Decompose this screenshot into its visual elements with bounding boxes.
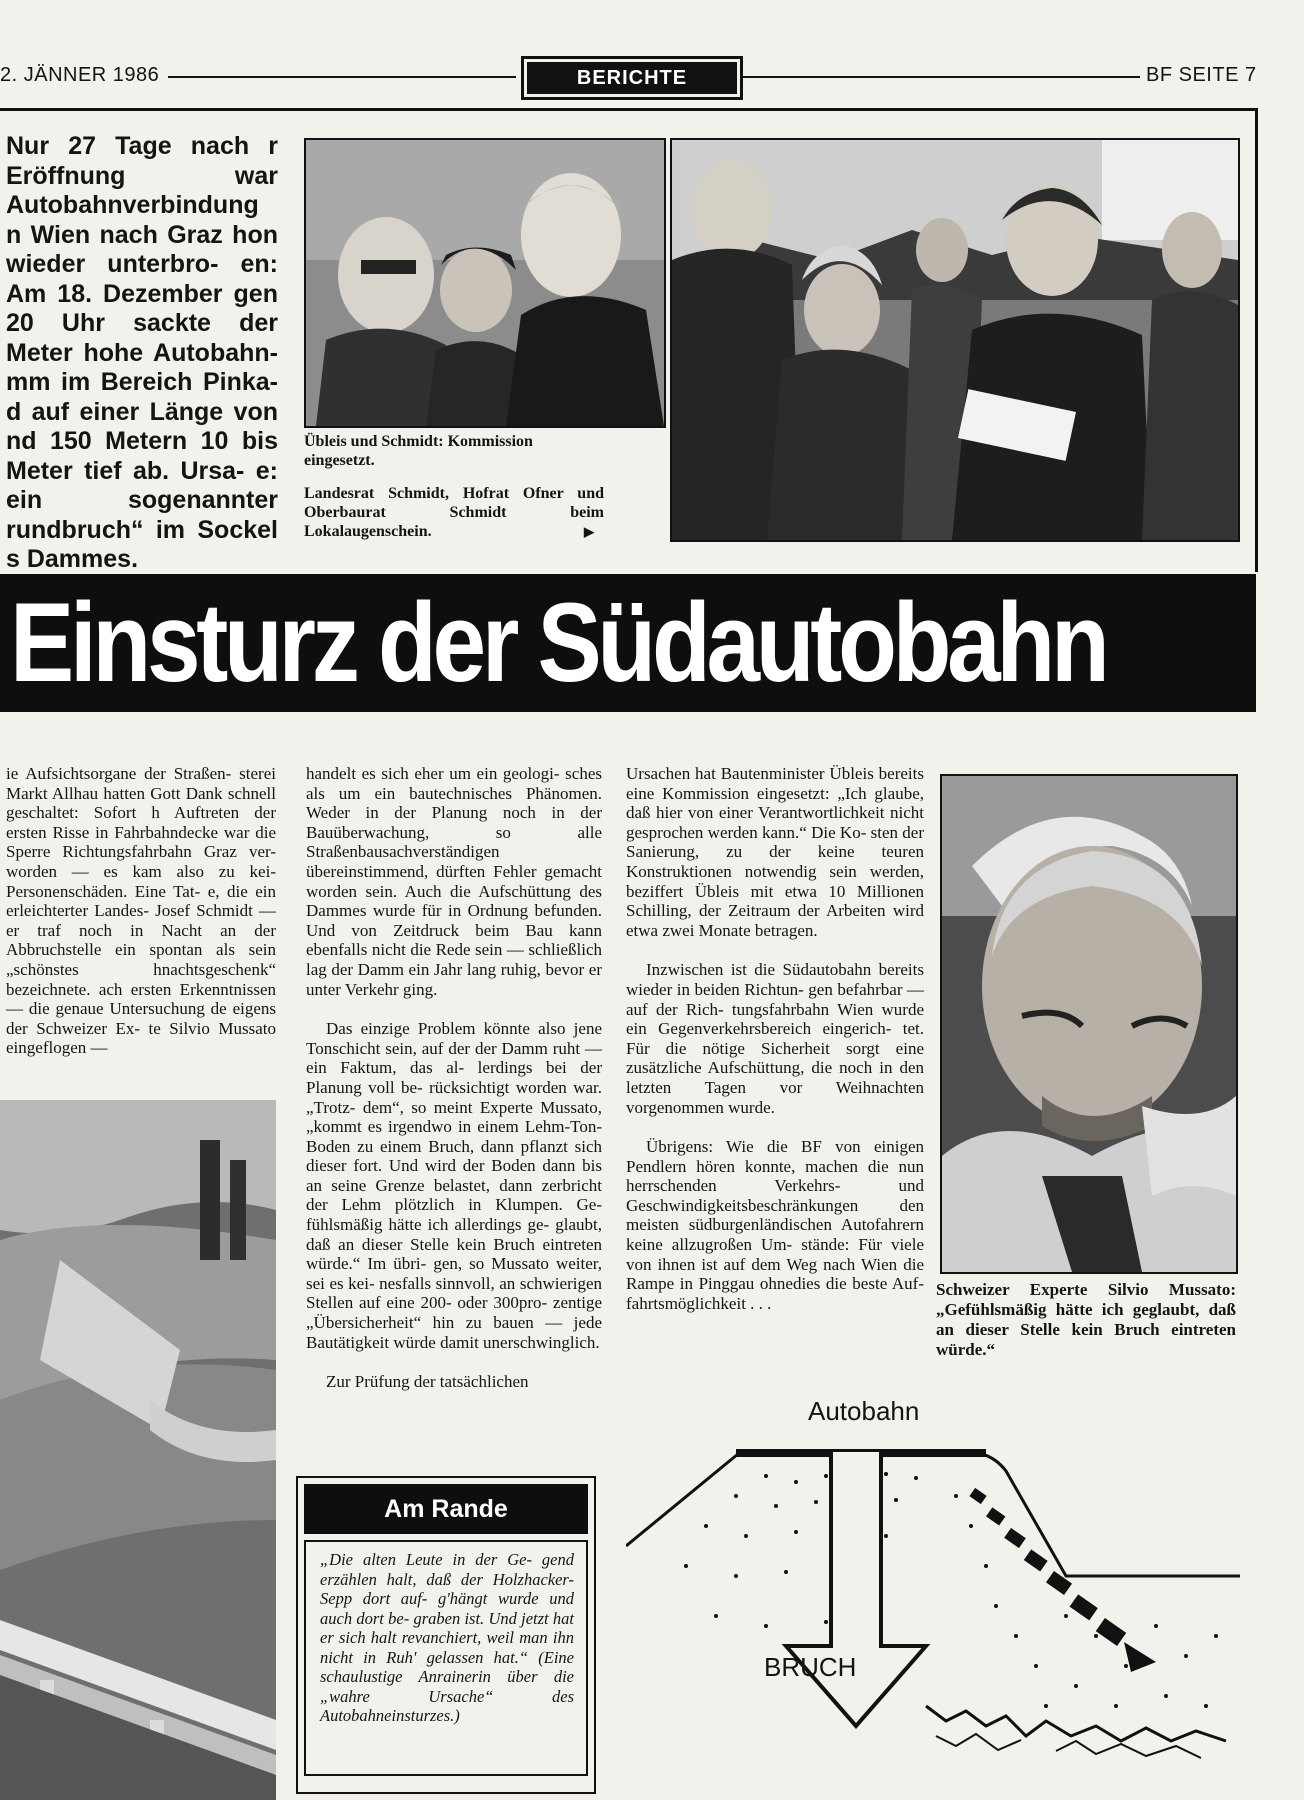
photo-1-image: [306, 140, 664, 426]
section-label: BERICHTE: [576, 67, 688, 89]
am-rande-box: [296, 1476, 596, 1794]
section-tag: [521, 56, 743, 100]
headline-bar: [0, 574, 1256, 712]
photo-uebleis-schmidt: [304, 138, 666, 428]
col3-paragraph-3: Übrigens: Wie die BF von einigen Pendlern hören konnte, machen die nun herrschenden Verkehrs- und Geschwindigkeitsbeschränkungen den meisten südburgenländischen Autofahrern keine allzugroßen Um- stände: Für viele von ihnen ist auf dem Weg nach Wien die Rampe in Pinggau ohnedies die beste Auf- fahrtsmöglichkeit . . .: [626, 1137, 924, 1313]
photo-lokalaugenschein: [670, 138, 1240, 542]
col1-paragraph-1: ie Aufsichtsorgane der Straßen- sterei Markt Allhau hatten Gott Dank schnell geschaltet: Sofort h Auftreten der ersten Risse in Fahrbahndecke war die Sperre Richtungsfahrbahn Graz ver- worden — es kam also zu kei- Personenschäden. Eine Tat- e, die ein erleichterter Landes- Josef Schmidt — er traf noch in Nacht an der Abbruchstelle ein spontan als sein „schönstes hnachtsgeschenk“ bezeichnete. ach ersten Erkenntnissen — die genaue Untersuchung de eigens der Schweizer Ex- te Silvio Mussato eingeflogen —: [6, 764, 276, 1058]
header-rule-right: [742, 76, 1140, 78]
col2-paragraph-1: handelt es sich eher um ein geologi- sches als um ein bautechnisches Phänomen. Weder in der Planung noch in der Bauüberwachung, so alle Straßenbausachverständigen übereinstimmend, dürften Fehler gemacht worden sein. Auch die Aufschüttung des Dammes wurde für in Ordnung befunden. Und von Zeitdruck beim Bau kann ebenfalls nicht die Rede sein — schließlich lag der Damm ein Jahr lang ruhig, bevor er unter Verkehr ging.: [306, 764, 602, 999]
photo-3-image: [0, 1100, 276, 1800]
am-rande-title: Am Rande: [304, 1484, 588, 1534]
main-headline: Einsturz der Südautobahn: [10, 580, 1106, 705]
lead-text: Nur 27 Tage nach r Eröffnung war Autobahnverbindung n Wien nach Graz hon wieder unterbro- en: Am 18. Dezember gen 20 Uhr sackte der Meter hohe Autobahn- mm im Bereich Pinka- d auf einer Länge von nd 150 Metern 10 bis Meter tief ab. Ursa- e: ein sogenannter rundbruch“ im Sockel s Dammes.: [6, 132, 278, 573]
article-column-3: [626, 764, 924, 1313]
col3-paragraph-1: Ursachen hat Bautenminister Übleis bereits eine Kommission eingesetzt: „Ich glaube, daß hier von einer Verantwortlichkeit nicht gesprochen werden kann.“ Die Ko- sten der Sanierung, zu der keine teuren Konstruktionen notwendig sein werden, beziffert Übleis mit etwa 10 Millionen Schilling, der Zeitraum der Arbeiten wird etwa zwei Monate betragen.: [626, 764, 924, 940]
header-rule-left: [168, 76, 516, 78]
photo-2-image: [672, 140, 1238, 540]
photo-2-caption: Landesrat Schmidt, Hofrat Ofner und Oberbaurat Schmidt beim Lokalaugenschein.: [304, 485, 604, 540]
embankment-diagram-svg: [626, 1436, 1240, 1776]
photo-autobahn-embankment: [0, 1100, 276, 1800]
diagram-label-autobahn: Autobahn: [808, 1396, 920, 1426]
am-rande-quote: „Die alten Leute in der Ge- gend erzählen halt, daß der Holzhacker-Sepp dort auf- g'hängt wurde und auch dort be- graben ist. Und jetzt hat er sich halt revanchiert, weil man ihn nicht in Ruh' gelassen hat.“ (Eine schaulustige Anrainerin über die „wahre Ursache“ des Autobahneinsturzes.): [320, 1550, 574, 1725]
photo-4-image: [942, 776, 1236, 1272]
caption-arrow-icon: ▶: [584, 524, 594, 539]
page-number: BF SEITE 7: [1146, 64, 1257, 86]
col3-paragraph-2: Inzwischen ist die Südautobahn bereits wieder in beiden Richtun- gen befahrbar — auf der Rich- tungsfahrbahn Wien wurde ein Gegenverkehrsbereich eingerich- tet. Für die nötige Sicherheit sorgt eine zusätzliche Aufschüttung, die noch in den letzten Tagen vor Weihnachten vorgenommen wurde.: [626, 960, 924, 1117]
article-column-2: [306, 764, 602, 1392]
diagram-embankment: [626, 1436, 1240, 1776]
issue-date: 2. JÄNNER 1986: [0, 64, 160, 86]
portrait-caption: Schweizer Experte Silvio Mussato: „Gefühlsmäßig hätte ich geglaubt, daß an dieser Stelle kein Bruch eintreten würde.“: [936, 1280, 1236, 1359]
col2-paragraph-2: Das einzige Problem könnte also jene Tonschicht sein, auf der der Damm ruht — ein Faktum, das al- lerdings bei der Planung voll be- rücksichtigt worden war. „Trotz- dem“, so meint Experte Mussato, „kommt es irgendwo in einem Lehm-Ton-Boden zu einem Bruch, dann pflanzt sich dieser fort. Und wird der Boden dann bis an seine Grenze belastet, dann zerbricht der Lehm plötzlich in Klumpen. Ge- fühlsmäßig hätte ich allerdings ge- glaubt, daß an dieser Stelle kein Bruch eintreten würde.“ Im übri- gen, so Mussato weiter, sei es kei- nesfalls sinnvoll, an schwierigen Stellen auf eine 200- oder 300pro- zentige „Übersicherheit“ hin zu bauen — jede Bautätigkeit würde damit unerschwinglich.: [306, 1019, 602, 1352]
photo-silvio-mussato: [940, 774, 1238, 1274]
photo-1-caption: Übleis und Schmidt: Kommission eingesetzt.: [304, 433, 533, 469]
article-column-1: [6, 764, 276, 1058]
col2-paragraph-3: Zur Prüfung der tatsächlichen: [326, 1372, 529, 1392]
am-rande-inner-frame: [304, 1540, 588, 1776]
diagram-label-bruch: BRUCH: [764, 1652, 857, 1682]
